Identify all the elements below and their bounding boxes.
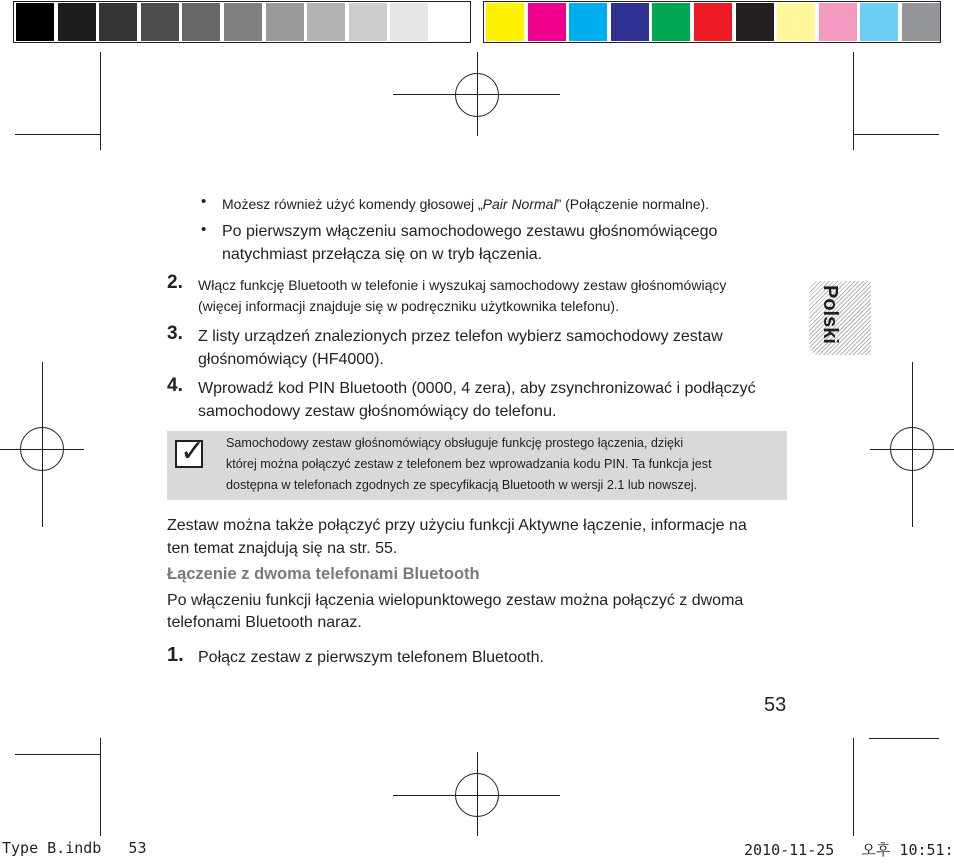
step-number-3: 3. bbox=[167, 323, 183, 344]
color-swatch bbox=[390, 3, 428, 41]
color-swatch bbox=[432, 3, 470, 41]
color-swatch bbox=[16, 3, 54, 41]
slug-timestamp: 2010-11-25 오후 10:51: bbox=[744, 841, 954, 859]
color-swatch bbox=[182, 3, 220, 41]
color-swatch bbox=[58, 3, 96, 41]
step-4-line1: Wprowadź kod PIN Bluetooth (0000, 4 zera), aby zsynchronizować i podłączyć bbox=[198, 380, 756, 397]
step-3-line1: Z listy urządzeń znalezionych przez telefon wybierz samochodowy zestaw bbox=[198, 328, 723, 345]
bullet-item-2-line1: Po pierwszym włączeniu samochodowego zestawu głośnomówiącego bbox=[222, 223, 718, 240]
color-swatch bbox=[528, 3, 566, 41]
step-number-1: 1. bbox=[167, 644, 184, 666]
color-swatch bbox=[266, 3, 304, 41]
bullet-item-1-suffix: ” (Połączenie normalne). bbox=[556, 196, 710, 212]
step-4-line2: samochodowy zestaw głośnomówiący do telefonu. bbox=[198, 403, 557, 420]
color-swatch bbox=[694, 3, 732, 41]
step-2-line2: (więcej informacji znajduje się w podręczniku użytkownika telefonu). bbox=[198, 298, 619, 314]
step-number-4: 4. bbox=[167, 375, 183, 396]
slug-file-name: Type B.indb 53 bbox=[2, 839, 147, 857]
bullet-item-1-prefix: Możesz również użyć komendy głosowej „ bbox=[222, 196, 483, 212]
step-3-line2: głośnomówiący (HF4000). bbox=[198, 351, 384, 368]
bullet-dot: • bbox=[201, 221, 207, 238]
section-line-2: telefonami Bluetooth naraz. bbox=[167, 614, 362, 631]
color-swatch bbox=[224, 3, 262, 41]
note-line-3: dostępna w telefonach zgodnych ze specyfikacją Bluetooth w wersji 2.1 lub nowszej. bbox=[226, 478, 698, 492]
step-number-2: 2. bbox=[167, 272, 183, 293]
note-line-2: której można połączyć zestaw z telefonem bez wprowadzania kodu PIN. Ta funkcja jest bbox=[226, 457, 712, 471]
color-swatch bbox=[652, 3, 690, 41]
color-swatch bbox=[307, 3, 345, 41]
color-swatch bbox=[141, 3, 179, 41]
color-swatch bbox=[860, 3, 898, 41]
step-2-line1: Włącz funkcję Bluetooth w telefonie i wyszukaj samochodowy zestaw głośnomówiący bbox=[198, 277, 727, 293]
step-1-text: Połącz zestaw z pierwszym telefonem Bluetooth. bbox=[198, 649, 544, 666]
color-swatch bbox=[99, 3, 137, 41]
color-swatch bbox=[349, 3, 387, 41]
color-swatch bbox=[569, 3, 607, 41]
bullet-item-2-line2: natychmiast przełącza się on w tryb łączenia. bbox=[222, 246, 543, 263]
color-swatch bbox=[611, 3, 649, 41]
section-heading: Łączenie z dwoma telefonami Bluetooth bbox=[167, 565, 480, 583]
bullet-item-1-italic: Pair Normal bbox=[482, 196, 557, 212]
bullet-dot: • bbox=[201, 193, 207, 210]
note-text bbox=[226, 433, 781, 496]
checkbox-icon: ✓ bbox=[175, 440, 203, 468]
page-number: 53 bbox=[764, 694, 787, 716]
language-tab-label: Polski bbox=[819, 285, 841, 344]
bullet-item-1 bbox=[222, 193, 709, 216]
color-swatch bbox=[486, 3, 524, 41]
color-swatch bbox=[736, 3, 774, 41]
color-swatch bbox=[819, 3, 857, 41]
color-swatch bbox=[902, 3, 940, 41]
note-line-1: Samochodowy zestaw głośnomówiący obsługuje funkcję prostego łączenia, dzięki bbox=[226, 436, 684, 450]
section-line-1: Po włączeniu funkcji łączenia wielopunktowego zestaw można połączyć z dwoma bbox=[167, 592, 744, 609]
paragraph-line-2: ten temat znajdują się na str. 55. bbox=[167, 540, 398, 557]
paragraph-line-1: Zestaw można także połączyć przy użyciu funkcji Aktywne łączenie, informacje na bbox=[167, 517, 747, 534]
color-swatch bbox=[777, 3, 815, 41]
